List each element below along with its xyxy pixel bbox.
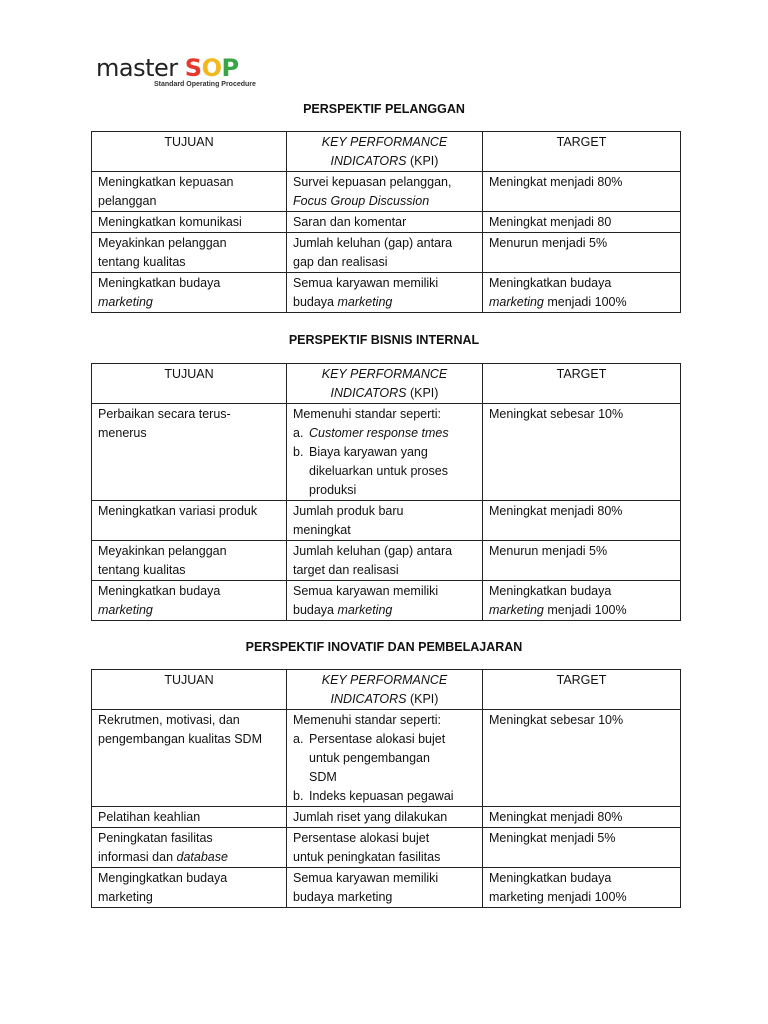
text-segment: Meningkat sebesar 10% xyxy=(489,407,624,421)
text-segment: pelanggan xyxy=(98,194,157,208)
cell-line xyxy=(489,542,674,561)
cell-line xyxy=(489,808,674,827)
text-segment: KEY PERFORMANCE xyxy=(321,673,448,687)
cell-kpi xyxy=(287,581,483,621)
text-segment: marketing xyxy=(98,295,153,309)
cell-line xyxy=(489,133,674,152)
text-segment: TARGET xyxy=(556,135,607,149)
cell-line xyxy=(293,561,476,580)
cell-tujuan xyxy=(92,710,287,807)
cell-line xyxy=(489,213,674,232)
cell-line xyxy=(293,274,476,293)
cell-tujuan xyxy=(92,807,287,828)
cell-line xyxy=(489,173,674,192)
text-segment: budaya marketing xyxy=(293,890,393,904)
text-segment: Pelatihan keahlian xyxy=(98,810,201,824)
cell-target xyxy=(483,541,681,581)
text-segment: Meningkat menjadi 80% xyxy=(489,504,623,518)
cell-line xyxy=(98,502,280,521)
text-segment: Menurun menjadi 5% xyxy=(489,236,608,250)
table-row xyxy=(92,581,681,621)
text-segment: Jumlah produk baru xyxy=(293,504,404,518)
text-segment: produksi xyxy=(309,483,357,497)
text-segment: target dan realisasi xyxy=(293,563,399,577)
cell-line xyxy=(98,671,280,690)
cell-line xyxy=(98,730,280,749)
header-target xyxy=(483,364,681,404)
text-segment: tentang kualitas xyxy=(98,255,186,269)
list-marker: b. xyxy=(293,789,304,803)
text-segment: Jumlah keluhan (gap) antara xyxy=(293,236,453,250)
text-segment: marketing menjadi 100% xyxy=(489,890,627,904)
text-segment: Focus Group Discussion xyxy=(293,194,430,208)
cell-line xyxy=(293,808,476,827)
cell-line xyxy=(98,173,280,192)
cell-line xyxy=(98,365,280,384)
text-segment: TUJUAN xyxy=(164,673,214,687)
table-row xyxy=(92,501,681,541)
table-row xyxy=(92,541,681,581)
cell-line xyxy=(293,462,476,481)
text-segment: Meningkat menjadi 80% xyxy=(489,810,623,824)
header-kpi xyxy=(287,364,483,404)
cell-line xyxy=(293,542,476,561)
cell-target xyxy=(483,807,681,828)
cell-kpi xyxy=(287,868,483,908)
text-segment: marketing xyxy=(489,295,544,309)
text-segment: Jumlah keluhan (gap) antara xyxy=(293,544,453,558)
header-tujuan xyxy=(92,670,287,710)
cell-target xyxy=(483,404,681,501)
cell-line xyxy=(98,293,280,312)
cell-line xyxy=(293,768,476,787)
cell-line xyxy=(489,829,674,848)
cell-tujuan xyxy=(92,868,287,908)
list-marker: b. xyxy=(293,445,304,459)
text-segment: Saran dan komentar xyxy=(293,215,407,229)
cell-line xyxy=(98,133,280,152)
cell-line xyxy=(293,582,476,601)
text-segment: untuk pengembangan xyxy=(309,751,430,765)
text-segment: Mengingkatkan budaya xyxy=(98,871,228,885)
text-segment: Meningkatkan budaya xyxy=(98,584,221,598)
cell-line xyxy=(293,192,476,211)
cell-line xyxy=(293,502,476,521)
section-title: PERSPEKTIF INOVATIF DAN PEMBELAJARAN xyxy=(245,640,523,654)
text-segment: Rekrutmen, motivasi, dan xyxy=(98,713,240,727)
cell-target xyxy=(483,710,681,807)
text-segment: Meningkatkan budaya xyxy=(489,871,612,885)
list-marker: a. xyxy=(293,426,304,440)
cell-line xyxy=(489,711,674,730)
text-segment: pengembangan kualitas SDM xyxy=(98,732,262,746)
header-tujuan xyxy=(92,132,287,172)
cell-line xyxy=(98,711,280,730)
kpi-table xyxy=(91,669,681,908)
cell-tujuan xyxy=(92,233,287,273)
cell-line xyxy=(489,671,674,690)
header-target xyxy=(483,132,681,172)
text-segment: Meningkatkan variasi produk xyxy=(98,504,258,518)
text-segment: Meningkat menjadi 80 xyxy=(489,215,612,229)
cell-target xyxy=(483,581,681,621)
text-segment: marketing xyxy=(337,603,393,617)
text-segment: (KPI) xyxy=(406,386,439,400)
cell-kpi xyxy=(287,212,483,233)
text-segment: budaya xyxy=(293,295,338,309)
cell-line xyxy=(489,582,674,601)
cell-line xyxy=(293,173,476,192)
text-segment: Meningkatkan kepuasan xyxy=(98,175,234,189)
cell-line xyxy=(293,601,476,620)
text-segment: Meningkat sebesar 10% xyxy=(489,713,624,727)
cell-line xyxy=(489,234,674,253)
cell-line xyxy=(489,405,674,424)
header-kpi xyxy=(287,670,483,710)
text-segment: Semua karyawan memiliki xyxy=(293,871,439,885)
list-marker: a. xyxy=(293,732,304,746)
cell-line xyxy=(293,481,476,500)
text-segment: Biaya karyawan yang xyxy=(309,445,428,459)
cell-line xyxy=(98,829,280,848)
cell-line xyxy=(489,888,674,907)
cell-line xyxy=(293,384,476,403)
text-segment: gap dan realisasi xyxy=(293,255,388,269)
cell-target xyxy=(483,868,681,908)
cell-line xyxy=(293,521,476,540)
cell-line xyxy=(98,192,280,211)
cell-line xyxy=(293,253,476,272)
cell-tujuan xyxy=(92,273,287,313)
cell-target xyxy=(483,233,681,273)
cell-line xyxy=(489,293,674,312)
text-segment: INDICATORS xyxy=(330,692,407,706)
cell-target xyxy=(483,501,681,541)
cell-line xyxy=(489,601,674,620)
text-segment: SDM xyxy=(309,770,337,784)
cell-line xyxy=(293,690,476,709)
text-segment: Memenuhi standar seperti: xyxy=(293,407,441,421)
table-header-row xyxy=(92,364,681,404)
text-segment: KEY PERFORMANCE xyxy=(321,135,448,149)
text-segment: INDICATORS xyxy=(330,386,407,400)
logo-letter: P xyxy=(221,54,239,82)
text-segment: database xyxy=(176,850,228,864)
cell-line xyxy=(98,808,280,827)
text-segment: KEY PERFORMANCE xyxy=(321,367,448,381)
cell-line xyxy=(489,274,674,293)
table-row xyxy=(92,828,681,868)
text-segment: Jumlah riset yang dilakukan xyxy=(293,810,448,824)
cell-tujuan xyxy=(92,404,287,501)
cell-kpi xyxy=(287,710,483,807)
cell-target xyxy=(483,828,681,868)
logo-sop-text xyxy=(185,54,239,82)
text-segment: TARGET xyxy=(556,367,607,381)
text-segment: budaya xyxy=(293,603,338,617)
section-title: PERSPEKTIF PELANGGAN xyxy=(303,102,465,116)
text-segment: Meningkatkan komunikasi xyxy=(98,215,242,229)
cell-line xyxy=(293,152,476,171)
cell-kpi xyxy=(287,172,483,212)
text-segment: Meningkatkan budaya xyxy=(98,276,221,290)
cell-line xyxy=(98,234,280,253)
cell-line xyxy=(293,424,476,443)
cell-line xyxy=(293,443,476,462)
text-segment: (KPI) xyxy=(406,154,439,168)
header-target xyxy=(483,670,681,710)
cell-kpi xyxy=(287,501,483,541)
cell-line xyxy=(293,671,476,690)
table-header-row xyxy=(92,670,681,710)
cell-kpi xyxy=(287,541,483,581)
cell-tujuan xyxy=(92,541,287,581)
cell-kpi xyxy=(287,807,483,828)
cell-line xyxy=(98,601,280,620)
table-row xyxy=(92,172,681,212)
text-segment: marketing xyxy=(98,603,153,617)
cell-kpi xyxy=(287,404,483,501)
text-segment: marketing xyxy=(337,295,393,309)
text-segment: Peningkatan fasilitas xyxy=(98,831,213,845)
table-row xyxy=(92,404,681,501)
kpi-table xyxy=(91,363,681,621)
cell-target xyxy=(483,212,681,233)
text-segment: meningkat xyxy=(293,523,351,537)
cell-line xyxy=(98,424,280,443)
text-segment: TUJUAN xyxy=(164,367,214,381)
text-segment: Survei kepuasan pelanggan, xyxy=(293,175,452,189)
text-segment: TARGET xyxy=(556,673,607,687)
master-sop-logo xyxy=(96,54,256,92)
text-segment: tentang kualitas xyxy=(98,563,186,577)
text-segment: informasi dan xyxy=(98,850,177,864)
cell-line xyxy=(489,869,674,888)
text-segment: TUJUAN xyxy=(164,135,214,149)
text-segment: INDICATORS xyxy=(330,154,407,168)
cell-line xyxy=(98,561,280,580)
table-row xyxy=(92,868,681,908)
text-segment: Customer response tmes xyxy=(309,426,449,440)
cell-line xyxy=(293,405,476,424)
text-segment: menerus xyxy=(98,426,147,440)
text-segment: Semua karyawan memiliki xyxy=(293,276,439,290)
table-row xyxy=(92,807,681,828)
text-segment: Perbaikan secara terus- xyxy=(98,407,231,421)
table-row xyxy=(92,212,681,233)
text-segment: Memenuhi standar seperti: xyxy=(293,713,441,727)
cell-line xyxy=(293,133,476,152)
table-header-row xyxy=(92,132,681,172)
text-segment: Meningkatkan budaya xyxy=(489,584,612,598)
text-segment: Meningkat menjadi 80% xyxy=(489,175,623,189)
text-segment: Meningkat menjadi 5% xyxy=(489,831,616,845)
cell-line xyxy=(293,730,476,749)
cell-line xyxy=(98,848,280,867)
text-segment: Semua karyawan memiliki xyxy=(293,584,439,598)
cell-line xyxy=(293,365,476,384)
logo-letter: S xyxy=(184,54,202,82)
cell-line xyxy=(489,502,674,521)
cell-line xyxy=(293,749,476,768)
cell-line xyxy=(293,787,476,806)
text-segment: Menurun menjadi 5% xyxy=(489,544,608,558)
header-kpi xyxy=(287,132,483,172)
text-segment: (KPI) xyxy=(406,692,439,706)
section-title: PERSPEKTIF BISNIS INTERNAL xyxy=(288,333,480,347)
cell-line xyxy=(98,213,280,232)
logo-tagline: Standard Operating Procedure xyxy=(154,81,256,88)
cell-line xyxy=(489,365,674,384)
logo-letter: O xyxy=(201,54,222,82)
text-segment: menjadi 100% xyxy=(543,603,627,617)
cell-line xyxy=(293,234,476,253)
cell-line xyxy=(293,829,476,848)
cell-tujuan xyxy=(92,212,287,233)
text-segment: Persentase alokasi bujet xyxy=(309,732,446,746)
cell-line xyxy=(98,542,280,561)
cell-line xyxy=(293,848,476,867)
table-row xyxy=(92,233,681,273)
cell-tujuan xyxy=(92,581,287,621)
text-segment: Meningkatkan budaya xyxy=(489,276,612,290)
cell-kpi xyxy=(287,828,483,868)
cell-kpi xyxy=(287,273,483,313)
cell-tujuan xyxy=(92,828,287,868)
kpi-table xyxy=(91,131,681,313)
text-segment: Meyakinkan pelanggan xyxy=(98,236,227,250)
cell-line xyxy=(98,582,280,601)
text-segment: Persentase alokasi bujet xyxy=(293,831,430,845)
cell-line xyxy=(98,253,280,272)
cell-target xyxy=(483,172,681,212)
logo-master-text: master xyxy=(96,54,178,82)
cell-line xyxy=(293,888,476,907)
cell-tujuan xyxy=(92,172,287,212)
cell-line xyxy=(293,869,476,888)
cell-line xyxy=(98,869,280,888)
cell-line xyxy=(98,274,280,293)
text-segment: marketing xyxy=(98,890,153,904)
text-segment: dikeluarkan untuk proses xyxy=(309,464,448,478)
cell-line xyxy=(98,888,280,907)
text-segment: untuk peningkatan fasilitas xyxy=(293,850,441,864)
cell-kpi xyxy=(287,233,483,273)
text-segment: marketing xyxy=(489,603,544,617)
cell-line xyxy=(293,293,476,312)
table-row xyxy=(92,710,681,807)
cell-line xyxy=(293,711,476,730)
table-row xyxy=(92,273,681,313)
cell-line xyxy=(98,405,280,424)
text-segment: Indeks kepuasan pegawai xyxy=(309,789,454,803)
cell-tujuan xyxy=(92,501,287,541)
text-segment: menjadi 100% xyxy=(543,295,627,309)
cell-line xyxy=(293,213,476,232)
cell-target xyxy=(483,273,681,313)
text-segment: Meyakinkan pelanggan xyxy=(98,544,227,558)
header-tujuan xyxy=(92,364,287,404)
